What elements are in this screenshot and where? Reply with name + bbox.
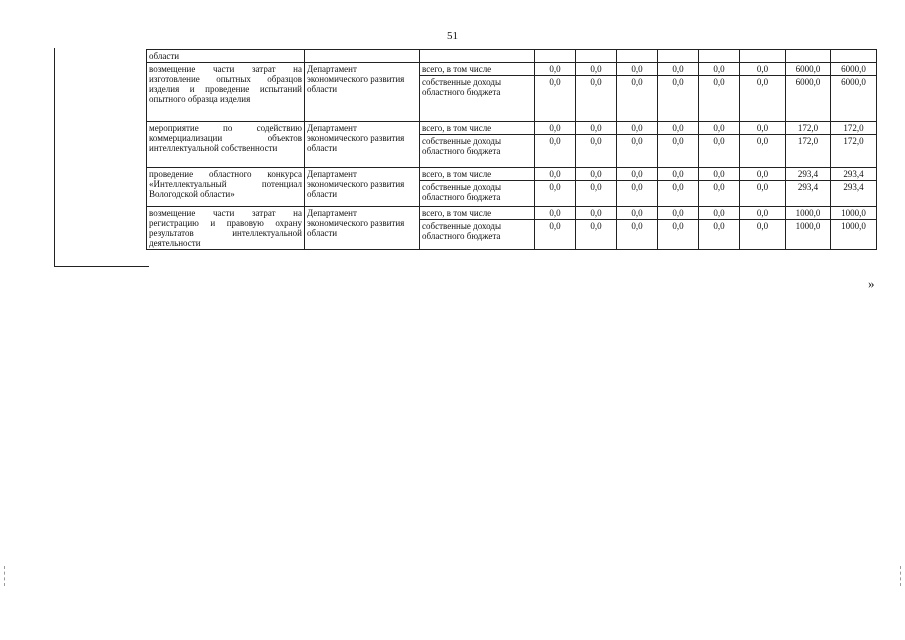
amount-cell: 0,0	[740, 220, 786, 250]
header-cell-empty	[420, 50, 535, 63]
amount-cell: 0,0	[576, 76, 617, 122]
closing-quote: »	[868, 276, 875, 291]
amount-cell: 0,0	[740, 168, 786, 181]
measure-description: возмещение части затрат на изготовление опытных образцов изделия и проведение испытаний опытного образца изделия	[147, 63, 305, 122]
amount-cell: 0,0	[576, 63, 617, 76]
header-cell-empty	[831, 50, 877, 63]
amount-cell: 293,4	[786, 181, 831, 207]
amount-cell: 0,0	[576, 181, 617, 207]
amount-cell: 1000,0	[831, 220, 877, 250]
amount-cell: 0,0	[535, 135, 576, 168]
header-cell-empty	[658, 50, 699, 63]
amount-cell: 0,0	[740, 76, 786, 122]
funding-source-label: собственные доходы областного бюджета	[420, 181, 535, 207]
header-cell-empty	[786, 50, 831, 63]
scan-edge-mark	[4, 566, 5, 586]
amount-cell: 0,0	[699, 168, 740, 181]
header-cell-empty	[305, 50, 420, 63]
amount-cell: 0,0	[535, 63, 576, 76]
amount-cell: 172,0	[831, 122, 877, 135]
amount-cell: 0,0	[576, 135, 617, 168]
amount-cell: 0,0	[658, 207, 699, 220]
amount-cell: 0,0	[740, 181, 786, 207]
funding-source-label: собственные доходы областного бюджета	[420, 220, 535, 250]
table-row	[147, 63, 877, 76]
amount-cell: 0,0	[617, 135, 658, 168]
amount-cell: 0,0	[740, 63, 786, 76]
amount-cell: 6000,0	[786, 63, 831, 76]
responsible-department: Департамент экономического развития области	[305, 122, 420, 168]
funding-source-label: всего, в том числе	[420, 207, 535, 220]
amount-cell: 0,0	[740, 135, 786, 168]
amount-cell: 6000,0	[786, 76, 831, 122]
amount-cell: 6000,0	[831, 76, 877, 122]
budget-table	[146, 49, 877, 250]
amount-cell: 0,0	[576, 168, 617, 181]
amount-cell: 0,0	[535, 181, 576, 207]
amount-cell: 0,0	[576, 220, 617, 250]
amount-cell: 0,0	[658, 168, 699, 181]
amount-cell: 0,0	[535, 122, 576, 135]
amount-cell: 0,0	[699, 122, 740, 135]
amount-cell: 0,0	[576, 207, 617, 220]
header-cell-empty	[740, 50, 786, 63]
amount-cell: 0,0	[699, 220, 740, 250]
page-number: 51	[447, 30, 458, 42]
funding-source-label: всего, в том числе	[420, 168, 535, 181]
amount-cell: 0,0	[617, 207, 658, 220]
header-cell-empty	[535, 50, 576, 63]
table-body	[147, 50, 877, 250]
table-row	[147, 168, 877, 181]
left-border-line	[54, 48, 55, 267]
amount-cell: 0,0	[617, 220, 658, 250]
amount-cell: 1000,0	[786, 220, 831, 250]
left-bottom-line	[54, 266, 149, 267]
amount-cell: 293,4	[831, 168, 877, 181]
amount-cell: 1000,0	[786, 207, 831, 220]
amount-cell: 0,0	[617, 122, 658, 135]
amount-cell: 0,0	[699, 181, 740, 207]
measure-description: мероприятие по содействию коммерциализации объектов интеллектуальной собственности	[147, 122, 305, 168]
funding-source-label: всего, в том числе	[420, 63, 535, 76]
measure-description: проведение областного конкурса «Интеллектуальный потенциал Вологодской области»	[147, 168, 305, 207]
amount-cell: 0,0	[699, 207, 740, 220]
amount-cell: 0,0	[658, 63, 699, 76]
amount-cell: 0,0	[699, 63, 740, 76]
amount-cell: 0,0	[699, 76, 740, 122]
amount-cell: 0,0	[658, 181, 699, 207]
amount-cell: 293,4	[831, 181, 877, 207]
amount-cell: 0,0	[740, 207, 786, 220]
amount-cell: 6000,0	[831, 63, 877, 76]
table-header-row	[147, 50, 877, 63]
amount-cell: 0,0	[617, 181, 658, 207]
table-row	[147, 122, 877, 135]
amount-cell: 0,0	[658, 122, 699, 135]
amount-cell: 172,0	[786, 135, 831, 168]
amount-cell: 0,0	[740, 122, 786, 135]
amount-cell: 0,0	[617, 168, 658, 181]
amount-cell: 0,0	[535, 76, 576, 122]
amount-cell: 172,0	[831, 135, 877, 168]
table-row	[147, 207, 877, 220]
scan-edge-mark	[900, 566, 901, 586]
amount-cell: 0,0	[535, 220, 576, 250]
amount-cell: 0,0	[658, 220, 699, 250]
header-cell-region: области	[147, 50, 305, 63]
funding-source-label: всего, в том числе	[420, 122, 535, 135]
amount-cell: 172,0	[786, 122, 831, 135]
amount-cell: 1000,0	[831, 207, 877, 220]
amount-cell: 0,0	[617, 63, 658, 76]
header-cell-empty	[699, 50, 740, 63]
amount-cell: 0,0	[699, 135, 740, 168]
responsible-department: Департамент экономического развития области	[305, 63, 420, 122]
amount-cell: 0,0	[617, 76, 658, 122]
funding-source-label: собственные доходы областного бюджета	[420, 76, 535, 122]
header-cell-empty	[576, 50, 617, 63]
funding-source-label: собственные доходы областного бюджета	[420, 135, 535, 168]
amount-cell: 0,0	[535, 168, 576, 181]
amount-cell: 293,4	[786, 168, 831, 181]
amount-cell: 0,0	[535, 207, 576, 220]
amount-cell: 0,0	[658, 135, 699, 168]
responsible-department: Департамент экономического развития области	[305, 168, 420, 207]
header-cell-empty	[617, 50, 658, 63]
amount-cell: 0,0	[658, 76, 699, 122]
amount-cell: 0,0	[576, 122, 617, 135]
measure-description: возмещение части затрат на регистрацию и правовую охрану результатов интеллектуальной деятельности	[147, 207, 305, 250]
responsible-department: Департамент экономического развития области	[305, 207, 420, 250]
